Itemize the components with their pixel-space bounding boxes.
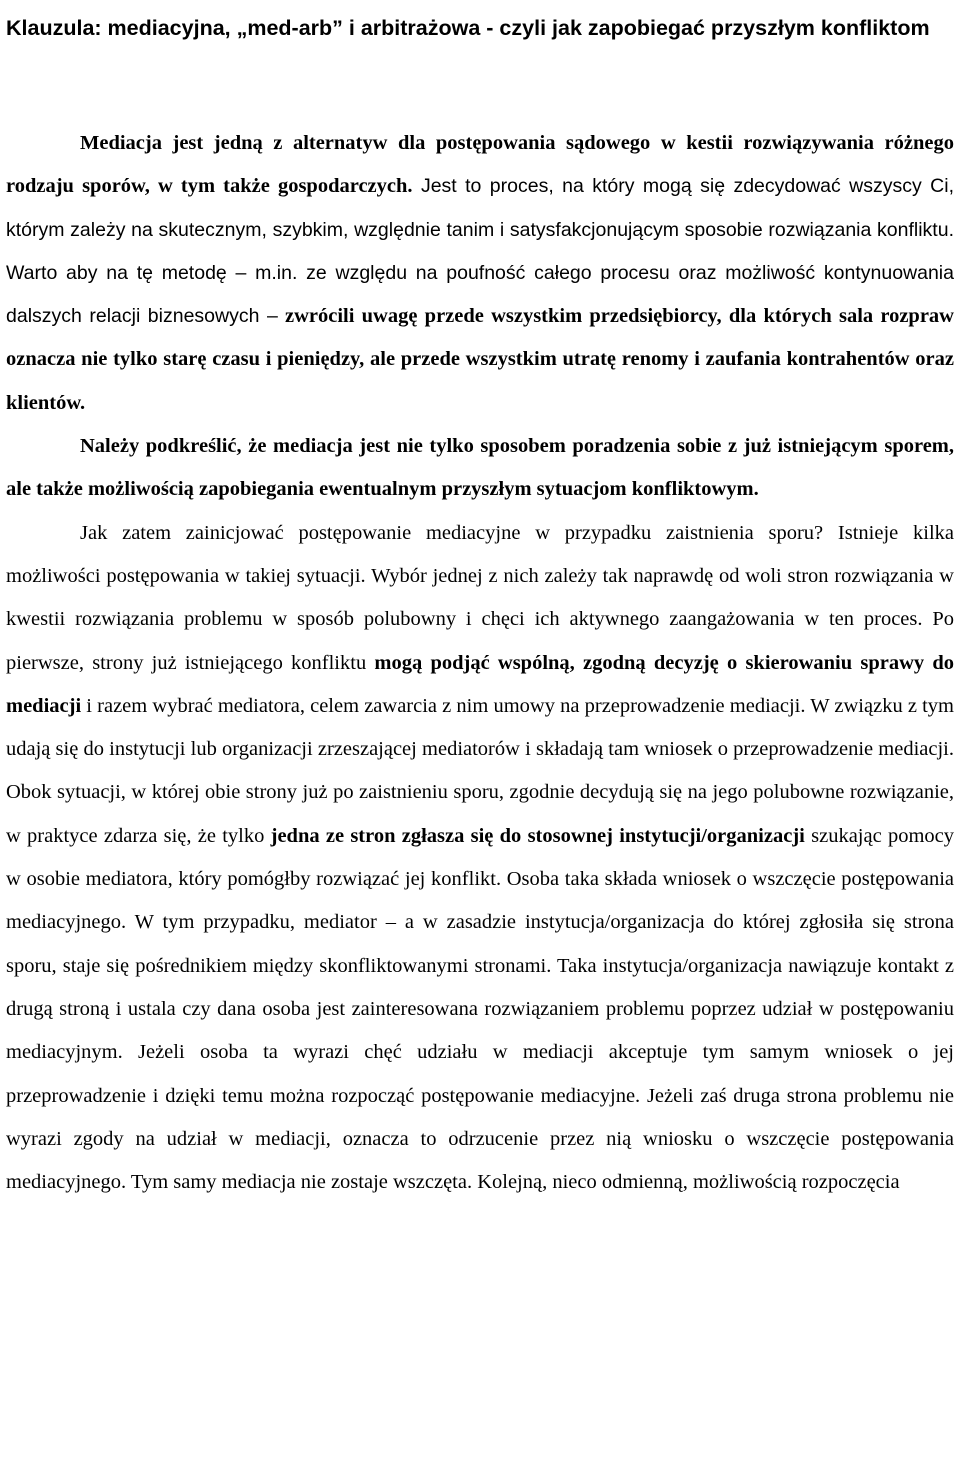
procedure-text-3: szukając pomocy w osobie mediatora, który pomógłby rozwiązać jej konflikt. Osoba taka składa wniosek o wszczęcie postępowania mediacyjnego. W tym przypadku, mediator – a w zasadzie instytucja/organizacja do której zgłosiła się strona sporu, staje się pośrednikiem między skonfliktowanymi stronami. Taka instytucja/organizacja nawiązuje kontakt z drugą stroną i ustala czy dana osoba jest zainteresowana rozwiązaniem problemu poprzez udział w postępowaniu mediacyjnym. Jeżeli osoba ta wyrazi chęć udziału w mediacji akceptuje tym samym wniosek o jej przeprowadzenie i dzięki temu można rozpocząć postępowanie mediacyjne. Jeżeli zaś druga strona problemu nie wyrazi zgody na udział w mediacji, oznacza to odrzucenie przez nią wniosku o wszczęcie postępowania mediacyjnego. Tym samy mediacja nie zostaje wszczęta. Kolejną, nieco odmienną, możliwością rozpoczęcia: [6, 824, 954, 1194]
paragraph-procedure: [6, 512, 954, 1205]
document-body: [6, 122, 954, 1204]
intro-sans-text: Jest to proces, na który mogą się zdecydować wszyscy Ci, którym zależy na skutecznym, szybkim, względnie tanim i satysfakcjonującym sposobie rozwiązania konfliktu. Warto aby na tę metodę – m.in. ze względu na poufność całego procesu oraz możliwość kontynuowania dalszych relacji biznesowych –: [6, 175, 954, 328]
procedure-text-1: Jak zatem zainicjować postępowanie mediacyjne w przypadku zaistnienia sporu? Istnieje kilka możliwości postępowania w takiej sytuacji. Wybór jednej z nich zależy tak naprawdę od woli stron rozwiązania w kwestii rozwiązania problemu w sposób polubowny i chęci ich aktywnego zaangażowania w ten proces. Po pierwsze, strony już istniejącego konfliktu: [6, 521, 954, 674]
document-title: Klauzula: mediacyjna, „med-arb” i arbitrażowa - czyli jak zapobiegać przyszłym konfliktom: [6, 16, 930, 40]
procedure-bold-2: jedna ze stron zgłasza się do stosownej instytucji/organizacji: [270, 824, 805, 847]
paragraph-intro: [6, 122, 954, 425]
intro-bold-lead: Mediacja jest jedną z alternatyw dla postępowania sądowego w kestii rozwiązywania różnego rodzaju sporów, w tym także gospodarczych.: [6, 132, 954, 198]
paragraph-emphasis: [6, 425, 954, 512]
procedure-bold-1: mogą podjąć wspólną, zgodną decyzję o skierowaniu sprawy do mediacji: [6, 651, 955, 717]
emphasis-text: Należy podkreślić, że mediacja jest nie tylko sposobem poradzenia sobie z już istniejącym sporem, ale także możliwością zapobiegania ewentualnym przyszłym sytuacjom konfliktowym.: [6, 435, 954, 501]
intro-bold-tail: zwrócili uwagę przede wszystkim przedsiębiorcy, dla których sala rozpraw oznacza nie tylko starę czasu i pieniędzy, ale przede wszystkim utratę renomy i zaufania kontrahentów oraz klientów.: [6, 305, 954, 414]
procedure-text-2: i razem wybrać mediatora, celem zawarcia z nim umowy na przeprowadzenie mediacji. W związku z tym udają się do instytucji lub organizacji zrzeszającej mediatorów i składają tam wniosek o przeprowadzenie mediacji. Obok sytuacji, w której obie strony już po zaistnieniu sporu, zgodnie decydują się na jego polubowne rozwiązanie, w praktyce zdarza się, że tylko: [6, 694, 954, 847]
